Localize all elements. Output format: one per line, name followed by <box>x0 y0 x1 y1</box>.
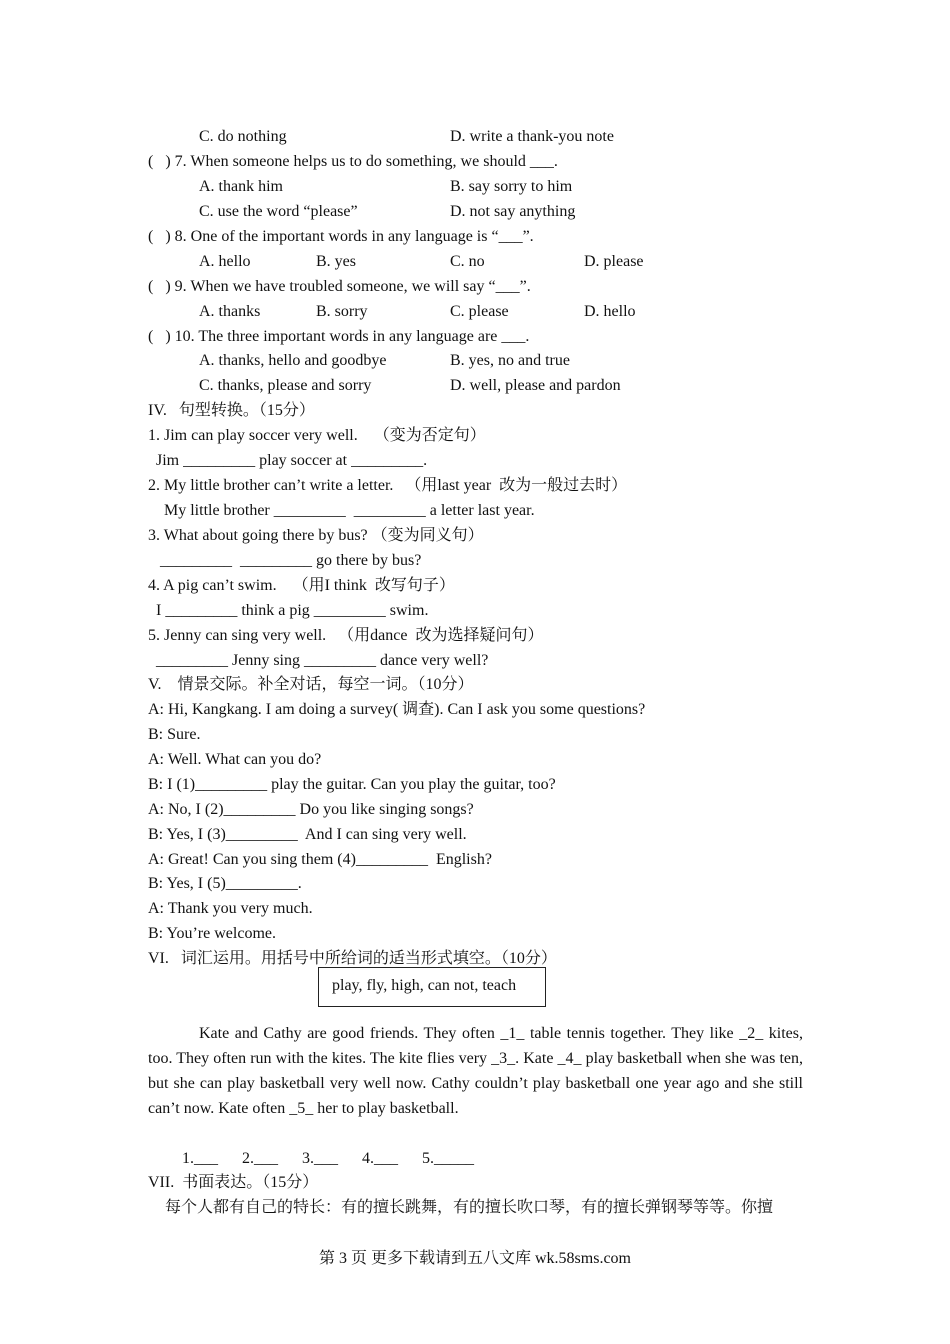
q8-option-d: D. please <box>584 253 644 270</box>
sec4-a3: _________ _________ go there by bus? <box>152 552 422 569</box>
sec4-a5: _________ Jenny sing _________ dance very well? <box>152 652 489 669</box>
page-footer: 第 3 页 更多下载请到五八文库 wk.58sms.com <box>318 1250 631 1267</box>
dialogue-line: B: You’re welcome. <box>148 925 276 942</box>
dialogue-line: A: Great! Can you sing them (4)_________ English? <box>148 851 492 868</box>
q7-option-b: B. say sorry to him <box>450 178 573 195</box>
sec4-q4: 4. A pig can’t swim. （用I think 改写句子） <box>148 577 455 594</box>
sec4-q3: 3. What about going there by bus? （变为同义句） <box>148 527 484 544</box>
q6-option-d: D. write a thank-you note <box>450 128 614 145</box>
dialogue-line: B: I (1)_________ play the guitar. Can you play the guitar, too? <box>148 776 556 793</box>
dialogue-line: A: Thank you very much. <box>148 900 313 917</box>
q10-option-b: B. yes, no and true <box>450 352 570 369</box>
q10-option-c: C. thanks, please and sorry <box>199 377 372 394</box>
section-7-title: VII. 书面表达。（15分） <box>148 1174 319 1191</box>
sec4-a4: I _________ think a pig _________ swim. <box>152 602 429 619</box>
q8-option-b: B. yes <box>316 253 356 270</box>
q7-option-c: C. use the word “please” <box>199 203 358 220</box>
dialogue-line: B: Yes, I (3)_________ And I can sing very well. <box>148 826 467 843</box>
q8-stem: ( ) 8. One of the important words in any language is “___”. <box>148 228 534 245</box>
q9-option-c: C. please <box>450 303 509 320</box>
q9-option-d: D. hello <box>584 303 636 320</box>
dialogue-line: A: No, I (2)_________ Do you like singing songs? <box>148 801 474 818</box>
q8-option-c: C. no <box>450 253 485 270</box>
sec4-q1: 1. Jim can play soccer very well. （变为否定句） <box>148 427 486 444</box>
answer-blanks: 1.___ 2.___ 3.___ 4.___ 5._____ <box>182 1150 474 1167</box>
section-4-title: IV. 句型转换。（15分） <box>148 402 315 419</box>
cloze-passage: Kate and Cathy are good friends. They often _1_ table tennis together. They like _2_ kites, too. They often run with the kites. The kite flies very _3_. Kate _4_ play basketball when she was ten, but she can play basketball very well now. Cathy couldn’t play basketball one year ago and she still can’t now. Kate often _5_ her to play basketball. <box>148 1025 803 1117</box>
q9-stem: ( ) 9. When we have troubled someone, we will say “___”. <box>148 278 531 295</box>
sec4-q5: 5. Jenny can sing very well. （用dance 改为选择疑问句） <box>148 627 544 644</box>
sec4-a2: My little brother _________ _________ a letter last year. <box>152 502 535 519</box>
q10-option-d: D. well, please and pardon <box>450 377 621 394</box>
q8-option-a: A. hello <box>199 253 251 270</box>
dialogue-line: B: Yes, I (5)_________. <box>148 875 302 892</box>
q7-option-a: A. thank him <box>199 178 283 195</box>
word-box-text: play, fly, high, can not, teach <box>332 977 517 994</box>
section-5-title: V. 情景交际。补全对话，每空一词。（10分） <box>148 676 474 693</box>
sec4-a1: Jim _________ play soccer at _________. <box>152 452 428 469</box>
q6-option-c: C. do nothing <box>199 128 287 145</box>
dialogue-line: B: Sure. <box>148 726 201 743</box>
q9-option-a: A. thanks <box>199 303 261 320</box>
q7-option-d: D. not say anything <box>450 203 576 220</box>
q7-stem: ( ) 7. When someone helps us to do something, we should ___. <box>148 153 558 170</box>
sec4-q2: 2. My little brother can’t write a letter. （用last year 改为一般过去时） <box>148 477 628 494</box>
q10-option-a: A. thanks, hello and goodbye <box>199 352 387 369</box>
word-box <box>318 967 546 1007</box>
dialogue-line: A: Well. What can you do? <box>148 751 322 768</box>
section-6-title: VI. 词汇运用。用括号中所给词的适当形式填空。（10分） <box>148 950 557 967</box>
dialogue-line: A: Hi, Kangkang. I am doing a survey( 调查). Can I ask you some questions? <box>148 701 646 718</box>
q10-stem: ( ) 10. The three important words in any language are ___. <box>148 328 530 345</box>
writing-prompt: 每个人都有自己的特长：有的擅长跳舞，有的擅长吹口琴，有的擅长弹钢琴等等。你擅 <box>165 1199 774 1216</box>
q9-option-b: B. sorry <box>316 303 368 320</box>
